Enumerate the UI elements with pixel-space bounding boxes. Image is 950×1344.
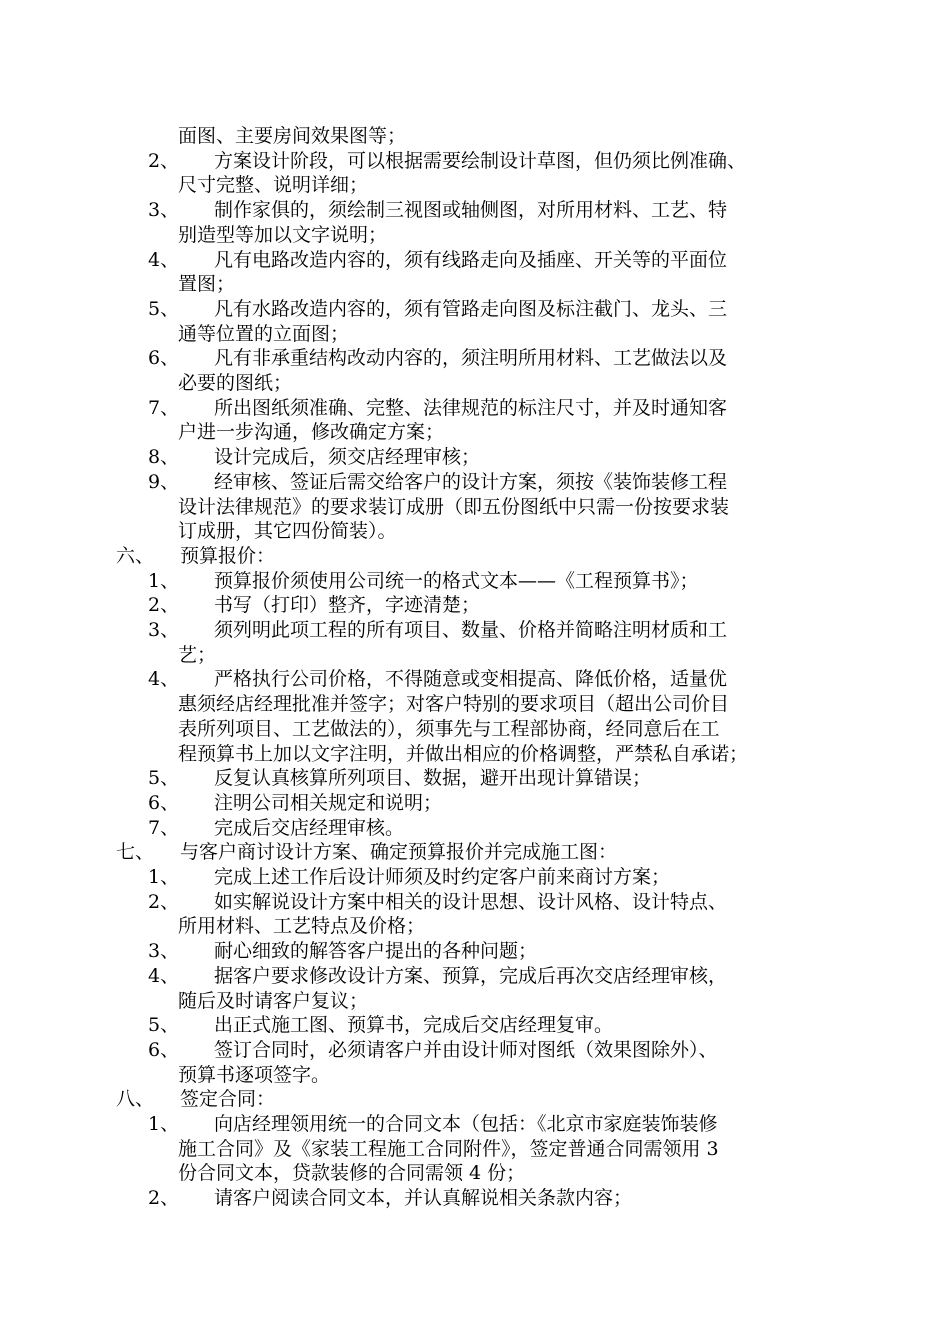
item-text: 须列明此项工程的所有项目、数量、价格并简略注明材质和工 <box>214 619 728 641</box>
item-text-continuation: 预算书逐项签字。 <box>178 1063 331 1086</box>
item-text-continuation: 表所列项目、工艺做法的），须事先与工程部协商，经同意后在工 <box>178 717 720 740</box>
section-number: 六、 <box>116 544 155 567</box>
item-number: 5、 <box>148 297 180 320</box>
item-text-continuation: 订成册，其它四份简装）。 <box>178 520 397 543</box>
item-number: 2、 <box>148 149 180 172</box>
item-text: 书写（打印）整齐，字迹清楚； <box>214 594 481 617</box>
continuation-line: 面图、主要房间效果图等； <box>178 125 407 147</box>
section-title: 预算报价： <box>180 544 276 567</box>
item-text: 制作家俱的，须绘制三视图或轴侧图，对所用材料、工艺、特 <box>214 199 728 222</box>
item-text-continuation: 施工合同》及《家装工程施工合同附件》，签定普通合同需领用 3 <box>178 1137 719 1160</box>
item-number: 3、 <box>148 619 180 641</box>
item-number: 6、 <box>148 1038 180 1061</box>
item-number: 1、 <box>148 866 180 888</box>
item-text-continuation: 份合同文本，贷款装修的合同需领 4 份； <box>178 1162 526 1185</box>
item-number: 4、 <box>148 248 180 271</box>
item-text-continuation: 户进一步沟通，修改确定方案； <box>178 421 445 444</box>
item-text-continuation: 必要的图纸； <box>178 372 293 394</box>
item-text-continuation: 惠须经店经理批准并签字；对客户特别的要求项目（超出公司价目 <box>178 693 730 716</box>
item-text-continuation: 艺； <box>178 643 217 666</box>
item-text: 完成后交店经理审核。 <box>214 816 405 839</box>
item-number: 7、 <box>148 816 180 839</box>
item-text-continuation: 尺寸完整、说明详细； <box>178 174 369 197</box>
item-text: 注明公司相关规定和说明； <box>214 791 443 814</box>
item-text-continuation: 通等位置的立面图； <box>178 322 350 345</box>
item-number: 4、 <box>148 668 180 691</box>
item-text: 所出图纸须准确、完整、法律规范的标注尺寸，并及时通知客 <box>214 396 728 419</box>
item-number: 5、 <box>148 1014 180 1037</box>
item-number: 1、 <box>148 1113 180 1135</box>
item-text-continuation: 随后及时请客户复议； <box>178 989 369 1012</box>
item-text-continuation: 所用材料、工艺特点及价格； <box>178 915 426 938</box>
item-text: 完成上述工作后设计师须及时约定客户前来商讨方案； <box>214 866 671 888</box>
item-text: 请客户阅读合同文本，并认真解说相关条款内容； <box>214 1187 633 1210</box>
item-number: 8、 <box>148 446 180 469</box>
item-number: 6、 <box>148 347 180 370</box>
item-text: 方案设计阶段，可以根据需要绘制设计草图，但仍须比例准确、 <box>214 149 747 172</box>
section-title: 与客户商讨设计方案、确定预算报价并完成施工图： <box>180 841 618 864</box>
item-text: 签订合同时，必须请客户并由设计师对图纸（效果图除外）、 <box>214 1038 718 1061</box>
item-text: 严格执行公司价格，不得随意或变相提高、降低价格，适量优 <box>214 668 728 691</box>
item-text: 凡有电路改造内容的，须有线路走向及插座、开关等的平面位 <box>214 248 728 271</box>
item-number: 5、 <box>148 767 180 790</box>
item-text: 反复认真核算所列项目、数据，避开出现计算错误； <box>214 767 652 790</box>
item-number: 2、 <box>148 594 180 617</box>
section-number: 七、 <box>116 841 155 864</box>
item-number: 4、 <box>148 964 180 987</box>
item-text-continuation: 程预算书上加以文字注明，并做出相应的价格调整，严禁私自承诺； <box>178 742 749 765</box>
item-text-continuation: 别造型等加以文字说明； <box>178 223 388 246</box>
section-number: 八、 <box>116 1088 155 1111</box>
item-text: 出正式施工图、预算书，完成后交店经理复审。 <box>214 1014 614 1037</box>
item-text: 向店经理领用统一的合同文本（包括：《北京市家庭装饰装修 <box>214 1113 718 1135</box>
item-number: 1、 <box>148 569 180 592</box>
item-text: 凡有水路改造内容的，须有管路走向图及标注截门、龙头、三 <box>214 297 728 320</box>
item-number: 7、 <box>148 396 180 419</box>
item-text: 凡有非承重结构改动内容的，须注明所用材料、工艺做法以及 <box>214 347 728 370</box>
item-text-continuation: 设计法律规范》的要求装订成册（即五份图纸中只需一份按要求装 <box>178 495 730 518</box>
item-text: 据客户要求修改设计方案、预算，完成后再次交店经理审核， <box>214 964 728 987</box>
item-number: 2、 <box>148 890 180 913</box>
item-number: 2、 <box>148 1187 180 1210</box>
item-text: 如实解说设计方案中相关的设计思想、设计风格、设计特点、 <box>214 890 728 913</box>
item-number: 3、 <box>148 199 180 222</box>
item-number: 3、 <box>148 940 180 963</box>
item-text: 经审核、签证后需交给客户的设计方案，须按《装饰装修工程 <box>214 470 728 493</box>
item-number: 6、 <box>148 791 180 814</box>
item-text: 设计完成后，须交店经理审核； <box>214 446 481 469</box>
item-text: 耐心细致的解答客户提出的各种问题； <box>214 940 538 963</box>
item-text-continuation: 置图； <box>178 273 236 296</box>
item-number: 9、 <box>148 470 180 493</box>
section-title: 签定合同： <box>180 1088 276 1111</box>
item-text: 预算报价须使用公司统一的格式文本——《工程预算书》； <box>214 569 699 592</box>
